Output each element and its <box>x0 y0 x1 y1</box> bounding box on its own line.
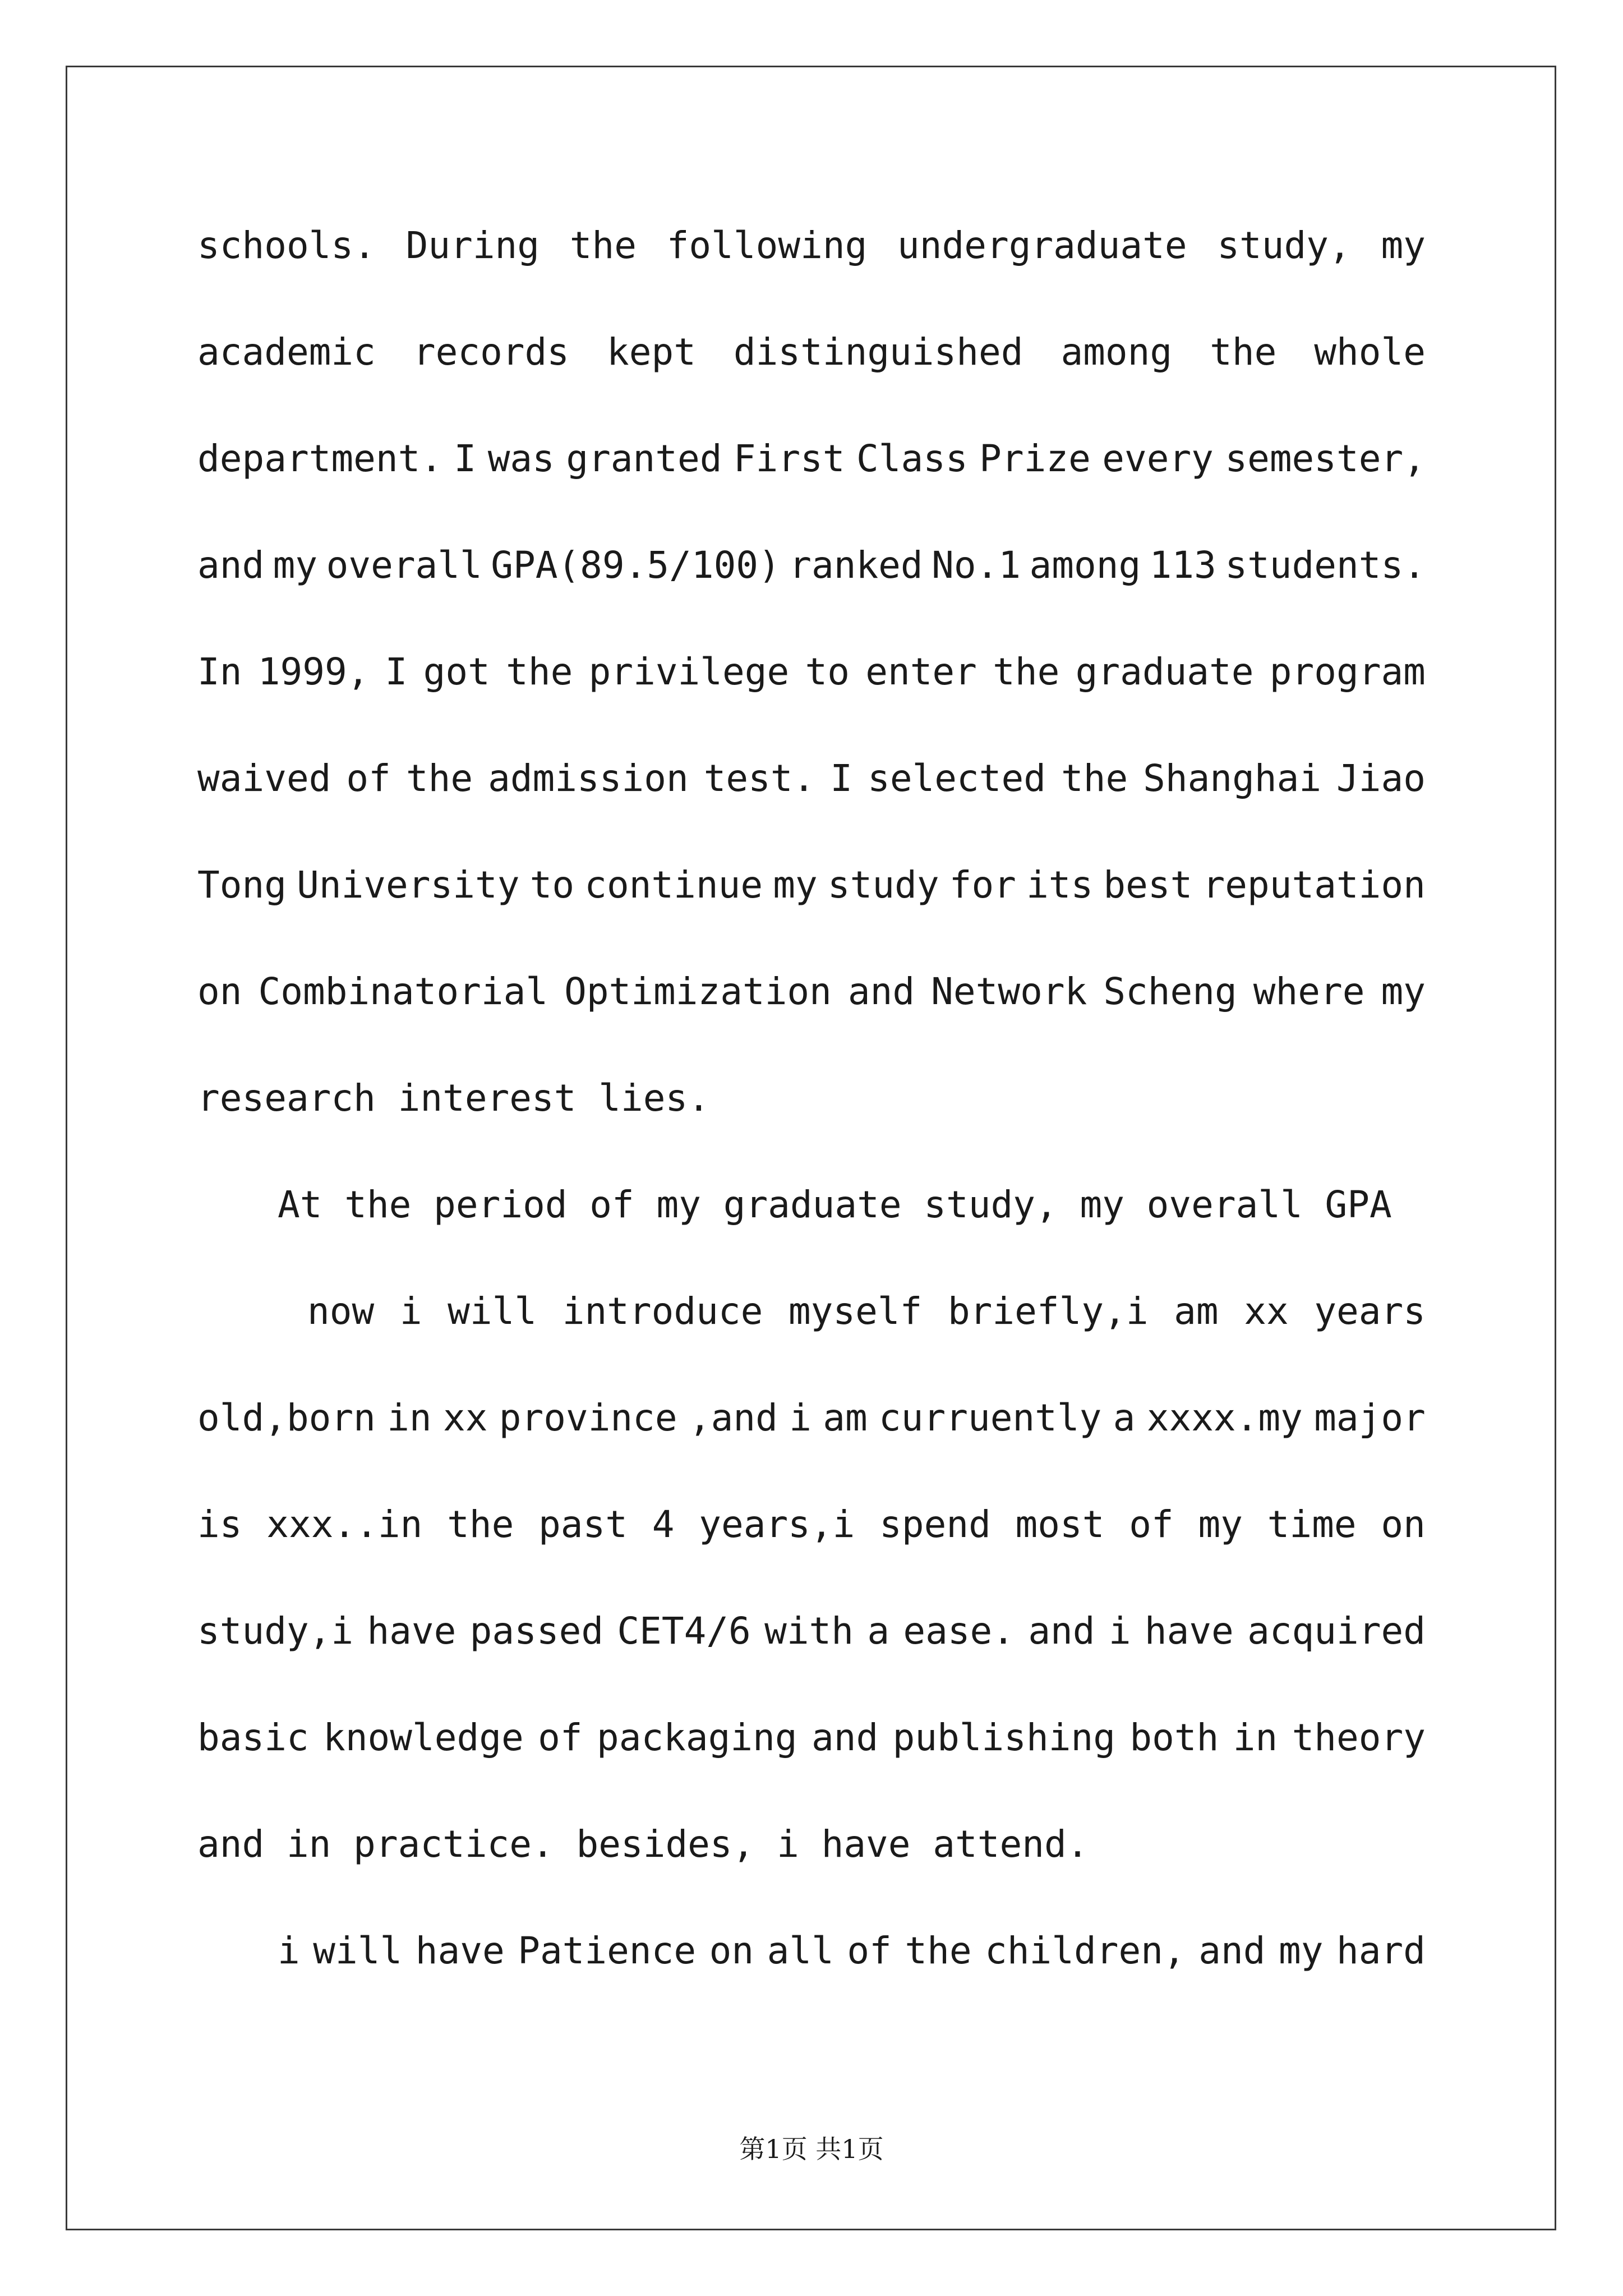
word: In <box>197 650 242 693</box>
page-number-footer: 第1页 共1页 <box>739 2134 884 2164</box>
word: the <box>1210 330 1277 374</box>
word: to <box>805 650 850 693</box>
word: 113 <box>1149 544 1216 587</box>
word: of <box>847 1929 892 1972</box>
word: continue <box>584 863 763 907</box>
word: for <box>949 863 1016 907</box>
word: passed <box>469 1609 604 1653</box>
word: ranked <box>789 544 923 587</box>
document-body <box>197 215 1426 2027</box>
word: got <box>423 650 490 693</box>
paragraph-start-line <box>197 1920 1426 2027</box>
word: in <box>387 1396 432 1439</box>
word: study,i <box>197 1609 354 1653</box>
word: spend <box>879 1503 991 1546</box>
word: No.1 <box>932 544 1021 587</box>
word: on <box>1381 1503 1426 1546</box>
word: students. <box>1225 544 1426 587</box>
word: I <box>454 437 477 480</box>
text-line <box>197 854 1426 961</box>
word: ease. <box>903 1609 1015 1653</box>
text-line <box>197 321 1426 428</box>
word: i <box>399 1290 422 1333</box>
word: will <box>313 1929 403 1972</box>
text-line <box>197 641 1426 748</box>
word: have <box>1144 1609 1234 1653</box>
text-line <box>197 1494 1426 1600</box>
word: hard <box>1336 1929 1426 1972</box>
word: semester, <box>1225 437 1426 480</box>
word: ,and <box>688 1396 778 1439</box>
word: now <box>307 1290 375 1333</box>
word: its <box>1026 863 1094 907</box>
text-line <box>197 1707 1426 1814</box>
word: my <box>1198 1503 1243 1546</box>
word: privilege <box>588 650 790 693</box>
word: is <box>197 1503 242 1546</box>
word: have <box>415 1929 505 1972</box>
word: I <box>385 650 408 693</box>
word: xx <box>442 1396 488 1439</box>
word: University <box>297 863 520 907</box>
word: Combinatorial <box>258 970 548 1013</box>
word: and <box>197 544 265 587</box>
word: old,born <box>197 1396 376 1439</box>
word: major <box>1314 1396 1426 1439</box>
word: years,i <box>699 1503 855 1546</box>
word: the <box>506 650 573 693</box>
word: briefly,i <box>947 1290 1149 1333</box>
word: department. <box>197 437 443 480</box>
word: both <box>1129 1716 1219 1759</box>
word: was <box>487 437 555 480</box>
word: records <box>413 330 570 374</box>
word: xxx..in <box>266 1503 423 1546</box>
text-line <box>197 961 1426 1068</box>
word: publishing <box>892 1716 1115 1759</box>
word: Tong <box>197 863 287 907</box>
word: knowledge <box>323 1716 524 1759</box>
word: 1999, <box>257 650 370 693</box>
word: basic <box>197 1716 309 1759</box>
word: am <box>1174 1290 1219 1333</box>
word: overall <box>326 544 482 587</box>
word: of <box>538 1716 583 1759</box>
word: of <box>346 757 391 800</box>
word: i <box>1108 1609 1131 1653</box>
word: During <box>405 224 540 267</box>
word: 4 <box>652 1503 675 1546</box>
word: Prize <box>979 437 1091 480</box>
word: the <box>905 1929 972 1972</box>
word: admission <box>488 757 689 800</box>
word: study <box>827 863 939 907</box>
word: i <box>789 1396 811 1439</box>
word: am <box>823 1396 868 1439</box>
text-line: research interest lies. <box>197 1076 710 1120</box>
word: in <box>1233 1716 1278 1759</box>
word: Optimization <box>564 970 832 1013</box>
paragraph-start-line <box>197 1281 1426 1387</box>
word: introduce <box>562 1290 763 1333</box>
word: reputation <box>1202 863 1426 907</box>
word: schools. <box>197 224 376 267</box>
text-line <box>197 1600 1426 1707</box>
word: the <box>1061 757 1128 800</box>
word: a <box>1113 1396 1136 1439</box>
word: distinguished <box>733 330 1023 374</box>
word: among <box>1061 330 1173 374</box>
word: Shanghai <box>1143 757 1322 800</box>
word: best <box>1103 863 1193 907</box>
word: Scheng <box>1103 970 1237 1013</box>
word: and <box>847 970 915 1013</box>
word: academic <box>197 330 376 374</box>
word: on <box>709 1929 754 1972</box>
word: I <box>830 757 853 800</box>
word: the <box>569 224 637 267</box>
word: Patience <box>518 1929 697 1972</box>
word: CET4/6 <box>617 1609 751 1653</box>
word: my <box>1381 224 1426 267</box>
word: with <box>764 1609 854 1653</box>
paragraph-start-line: At the period of my graduate study, my overall GPA <box>278 1183 1392 1226</box>
word: the <box>993 650 1060 693</box>
word: to <box>529 863 575 907</box>
word: graduate <box>1075 650 1254 693</box>
word: my <box>1381 970 1426 1013</box>
word: test. <box>703 757 815 800</box>
word: theory <box>1292 1716 1426 1759</box>
word: waived <box>197 757 331 800</box>
word: among <box>1029 544 1141 587</box>
word: kept <box>606 330 696 374</box>
word: Jiao <box>1336 757 1426 800</box>
word: province <box>499 1396 677 1439</box>
word: GPA(89.5/100) <box>491 544 781 587</box>
word: have <box>367 1609 457 1653</box>
word: years <box>1314 1290 1426 1333</box>
word: children, <box>985 1929 1186 1972</box>
word: Class <box>856 437 968 480</box>
word: past <box>538 1503 628 1546</box>
word: every <box>1102 437 1214 480</box>
word: myself <box>788 1290 923 1333</box>
word: First <box>733 437 845 480</box>
word: will <box>448 1290 537 1333</box>
text-line <box>197 748 1426 854</box>
word: following <box>666 224 868 267</box>
word: my <box>273 544 318 587</box>
word: and <box>811 1716 879 1759</box>
text-line <box>197 1387 1426 1494</box>
word: the <box>447 1503 514 1546</box>
text-line <box>197 428 1426 535</box>
word: granted <box>566 437 722 480</box>
word: xx <box>1244 1290 1289 1333</box>
word: i <box>278 1929 300 1972</box>
word: a <box>867 1609 890 1653</box>
word: Network <box>931 970 1087 1013</box>
word: my <box>773 863 818 907</box>
word: of <box>1129 1503 1174 1546</box>
word: curruently <box>879 1396 1102 1439</box>
word: xxxx.my <box>1146 1396 1303 1439</box>
word: my <box>1278 1929 1324 1972</box>
word: acquired <box>1247 1609 1426 1653</box>
word: where <box>1253 970 1365 1013</box>
word: program <box>1269 650 1426 693</box>
word: and <box>1198 1929 1266 1972</box>
word: undergraduate <box>897 224 1187 267</box>
word: all <box>767 1929 834 1972</box>
text-line <box>197 535 1426 641</box>
word: enter <box>865 650 977 693</box>
word: whole <box>1314 330 1426 374</box>
text-line: and in practice. besides, i have attend. <box>197 1823 1089 1866</box>
word: and <box>1028 1609 1095 1653</box>
word: selected <box>868 757 1046 800</box>
word: most <box>1015 1503 1105 1546</box>
text-line <box>197 215 1426 321</box>
word: time <box>1267 1503 1357 1546</box>
word: on <box>197 970 242 1013</box>
word: study, <box>1217 224 1351 267</box>
word: the <box>405 757 473 800</box>
word: packaging <box>596 1716 797 1759</box>
